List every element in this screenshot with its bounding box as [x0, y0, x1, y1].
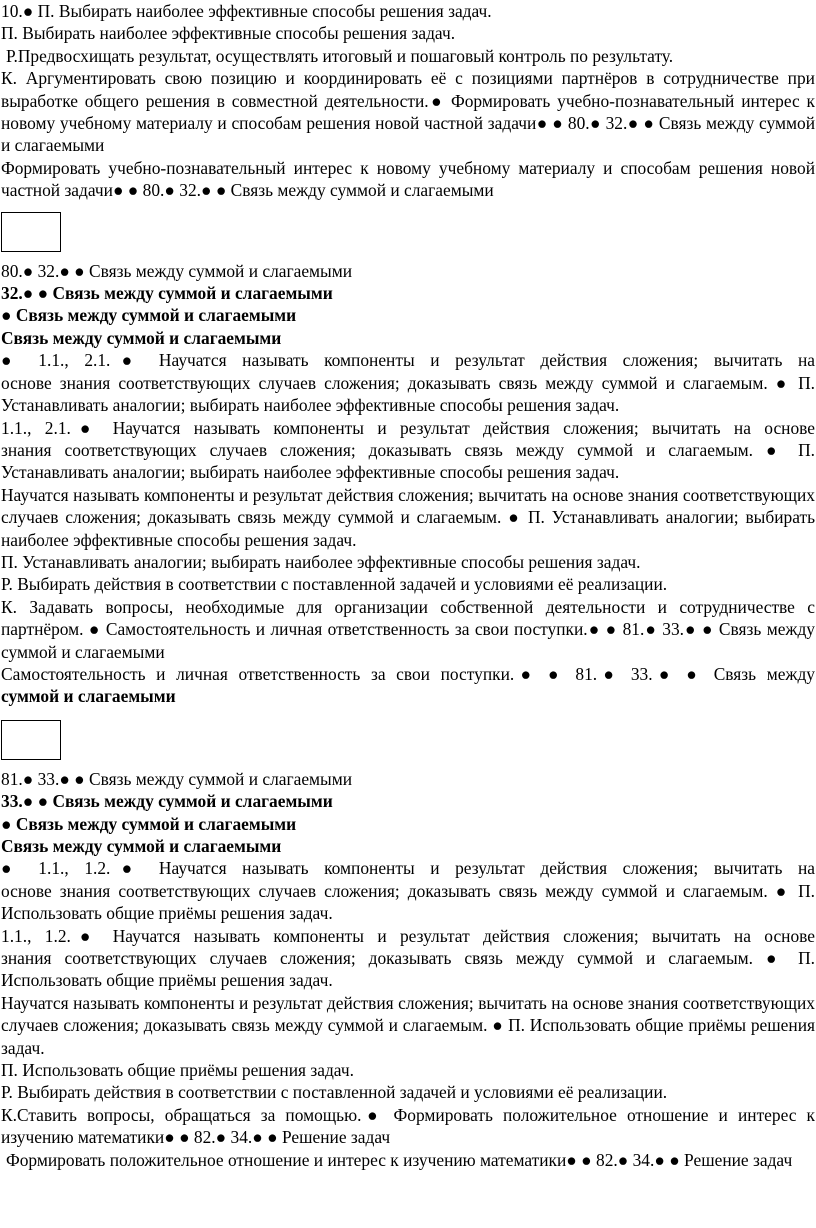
paragraph: знания соответствующих случаев сложения; доказывать связь между суммой и слагаемым. ● П. Устанавливать аналогии; выбирать наиболее эффективные способы решения задач. [1, 439, 815, 483]
paragraph: К.Ставить вопросы, обращаться за помощью.● Формировать положительное отношение и интерес к изучению математики● ● 82.● 34.● ● Решение задач [1, 1104, 815, 1148]
paragraph-line: ● 1.1., 1.2.● Научатся называть компоненты и результат действия сложения; вычитать на [1, 858, 815, 879]
paragraph: Формировать положительное отношение и интерес к изучению математики● ● 82.● 34.● ● Решение задач [6, 1149, 793, 1170]
paragraph: К. Задавать вопросы, необходимые для организации собственной деятельности и сотрудничестве с партнёром. ● Самостоятельность и личная ответственность за свои поступки.● ● 81.● 33.● ● Связь между суммой и слагаемыми [1, 596, 815, 662]
empty-box [1, 212, 61, 252]
paragraph: ● Связь между суммой и слагаемыми [1, 305, 297, 326]
paragraph-line: ● 1.1., 2.1.● Научатся называть компоненты и результат действия сложения; вычитать на [1, 350, 815, 371]
paragraph-line: суммой и слагаемыми [1, 686, 176, 707]
paragraph: 81.● 33.● ● Связь между суммой и слагаемыми [1, 768, 353, 789]
paragraph: Связь между суммой и слагаемыми [1, 327, 282, 348]
paragraph: Научатся называть компоненты и результат действия сложения; вычитать на основе знания соответствующих случаев сложения; доказывать связь между суммой и слагаемым. ● П. Использовать общие приёмы решения задач. [1, 992, 815, 1058]
paragraph: Связь между суммой и слагаемыми [1, 836, 282, 856]
paragraph: Р. Выбирать действия в соответствии с поставленной задачей и условиями её реализации. [1, 1082, 668, 1103]
paragraph: П. Устанавливать аналогии; выбирать наиболее эффективные способы решения задач. [1, 551, 641, 572]
paragraph: ● Связь между суммой и слагаемыми [1, 813, 297, 834]
paragraph: П. Использовать общие приёмы решения задач. [1, 1060, 354, 1081]
paragraph: Научатся называть компоненты и результат действия сложения; вычитать на основе знания соответствующих случаев сложения; доказывать связь между суммой и слагаемым. ● П. Устанавливать аналогии; выбирать наиболее эффективные способы решения задач. [1, 484, 815, 550]
paragraph-line: 1.1., 1.2.● Научатся называть компоненты и результат действия сложения; вычитать на основе [1, 925, 815, 946]
paragraph: Формировать учебно-познавательный интерес к новому учебному материалу и способам решения новой частной задачи● ● 80.● 32.● ● Связь между суммой и слагаемыми [1, 157, 815, 201]
paragraph: 33.● ● Связь между суммой и слагаемыми [1, 791, 333, 812]
paragraph: П. Выбирать наиболее эффективные способы решения задач. [1, 23, 456, 44]
paragraph-line: Самостоятельность и личная ответственность за свои поступки.● ● 81.● 33.● ● Связь между [1, 663, 815, 684]
empty-box [1, 720, 61, 760]
paragraph: Р. Выбирать действия в соответствии с поставленной задачей и условиями её реализации. [1, 574, 668, 595]
paragraph: знания соответствующих случаев сложения; доказывать связь между суммой и слагаемым. ● П. Использовать общие приёмы решения задач. [1, 948, 815, 991]
paragraph: 10.● П. Выбирать наиболее эффективные способы решения задач. [1, 1, 492, 21]
paragraph: 80.● 32.● ● Связь между суммой и слагаемыми [1, 260, 353, 281]
paragraph: основе знания соответствующих случаев сложения; доказывать связь между суммой и слагаемым. ● П. Использовать общие приёмы решения задач. [1, 880, 815, 924]
paragraph: К. Аргументировать свою позицию и координировать её с позициями партнёров в сотрудничестве при выработке общего решения в совместной деятельности.● Формировать учебно-познавательный интерес к новому учебному материалу и способам решения новой частной задачи● ● 80.● 32.● ● Связь между суммой и слагаемыми [1, 68, 815, 156]
paragraph: основе знания соответствующих случаев сложения; доказывать связь между суммой и слагаемым. ● П. Устанавливать аналогии; выбирать наиболее эффективные способы решения задач. [1, 372, 815, 416]
paragraph-line: 1.1., 2.1.● Научатся называть компоненты и результат действия сложения; вычитать на основе [1, 417, 815, 438]
paragraph: Р.Предвосхищать результат, осуществлять итоговый и пошаговый контроль по результату. [6, 45, 674, 66]
paragraph: 32.● ● Связь между суммой и слагаемыми [1, 283, 333, 304]
